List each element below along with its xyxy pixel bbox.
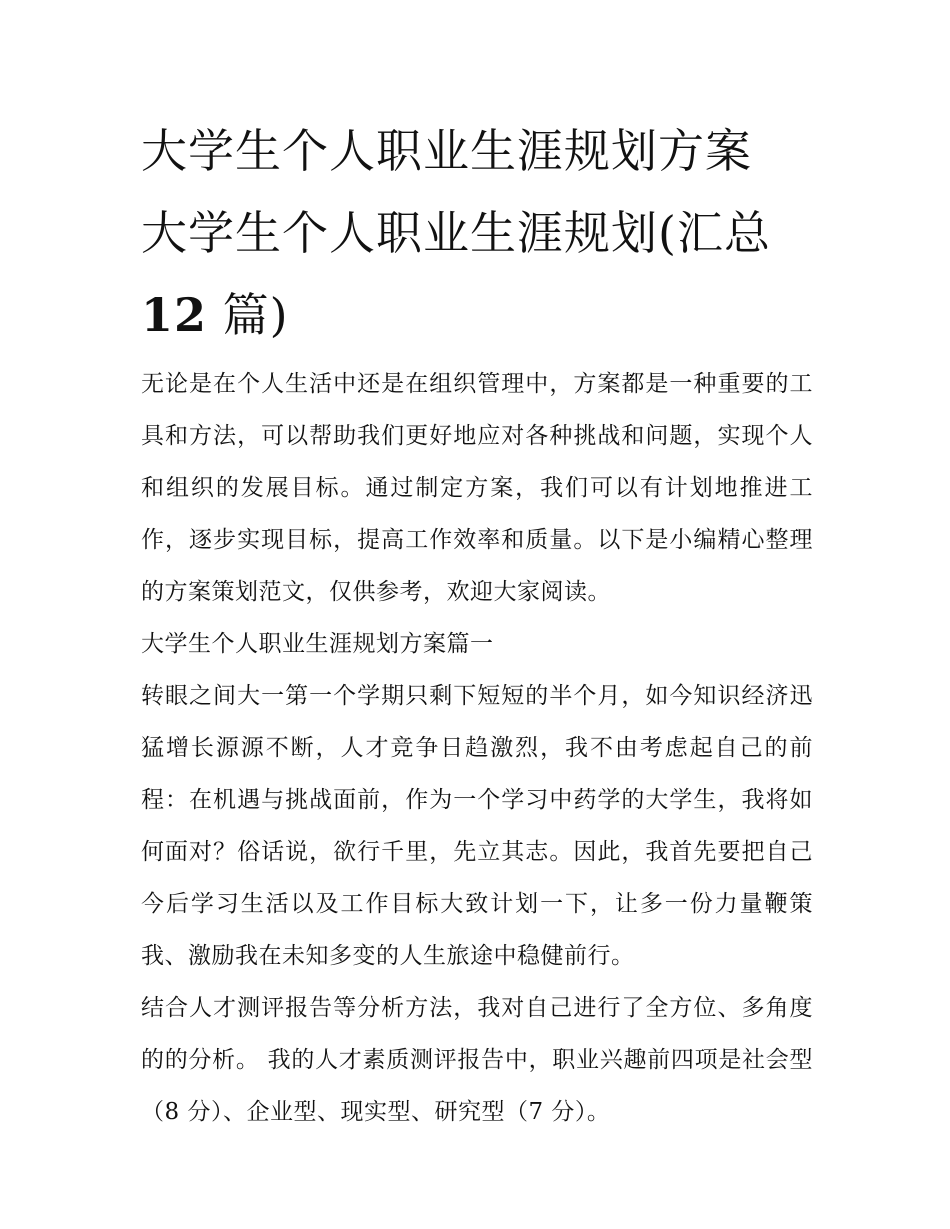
title-suffix: 篇) <box>207 288 289 342</box>
title-line-2: 大学生个人职业生涯规划(汇总 <box>141 206 771 260</box>
body-paragraph-1: 转眼之间大一第一个学期只剩下短短的半个月，如今知识经济迅猛增长源源不断，人才竞争日趋激烈，我不由考虑起自己的前程：在机遇与挑战面前，作为一个学习中药学的大学生，我将如何面对？俗话说，欲行千里，先立其志。因此，我首先要把自己今后学习生活以及工作目标大致计划一下，让多一份力量鞭策我、激励我在未知多变的人生旅途中稳健前行。 <box>141 683 813 969</box>
title-line-3 <box>141 274 813 356</box>
intro-paragraph: 无论是在个人生活中还是在组织管理中，方案都是一种重要的工具和方法，可以帮助我们更好地应对各种挑战和问题，实现个人和组织的发展目标。通过制定方案，我们可以有计划地推进工作，逐步实现目标，提高工作效率和质量。以下是小编精心整理的方案策划范文，仅供参考，欢迎大家阅读。 <box>141 371 813 605</box>
body-paragraph-2: 结合人才测评报告等分析方法，我对自己进行了全方位、多角度的的分析。 我的人才素质测评报告中，职业兴趣前四项是社会型（8 分）、企业型、现实型、研究型（7 分）。 <box>141 995 813 1125</box>
title-line-1: 大学生个人职业生涯规划方案 <box>141 124 752 178</box>
document-title <box>141 110 813 356</box>
title-count: 12 <box>141 288 208 342</box>
document-page <box>141 110 813 1138</box>
section-heading: 大学生个人职业生涯规划方案篇一 <box>141 631 494 657</box>
